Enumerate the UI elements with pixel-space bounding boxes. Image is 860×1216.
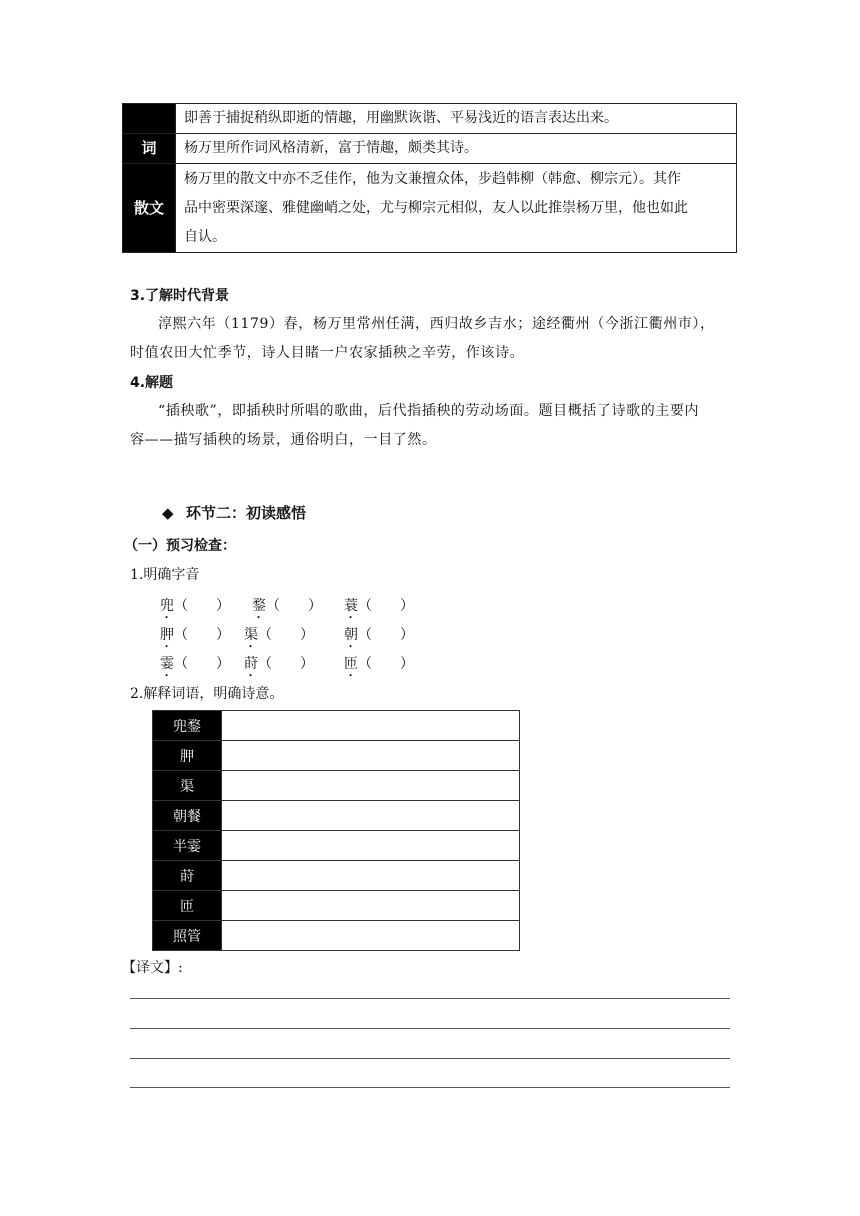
pron-item [344,624,414,651]
table-row [153,861,520,891]
table-row [153,741,520,771]
pron-char: 胛 [160,627,174,643]
pron-item [244,624,314,651]
section-3-line-2: 时值农田大忙季节，诗人目睹一户农家插秧之辛劳，作该诗。 [130,345,525,361]
vocab-word: 朝餐 [153,801,222,831]
table-row [123,164,737,253]
vocab-answer-cell[interactable] [222,921,520,951]
vocab-word: 匝 [153,891,222,921]
vocab-answer-cell[interactable] [222,711,520,741]
pron-char: 鍪 [252,598,266,614]
pron-answer-blank[interactable]: （ ） [174,598,230,614]
prose-line-2: 品中密栗深邃、雅健幽峭之处，尤与柳宗元相似，友人以此推崇杨万里，他也如此 [184,199,688,216]
pron-char: 匝 [344,656,358,672]
translation-label: 【译文】: [122,960,183,976]
section-two-title: 环节二：初读感悟 [186,504,307,522]
poetry-style-text: 即善于捕捉稍纵即逝的情趣，用幽默诙谐、平易浅近的语言表达出来。 [176,104,737,134]
pron-char: 霎 [160,656,174,672]
vocab-word: 渠 [153,771,222,801]
table-row [153,801,520,831]
pron-item [160,595,230,622]
pron-answer-blank[interactable]: （ ） [358,656,414,672]
table-row [153,891,520,921]
table-row [153,831,520,861]
row-label-ci: 词 [123,134,176,164]
pron-item [244,653,314,680]
section-4-line-2: 容——描写插秧的场景，通俗明白，一目了然。 [130,432,437,448]
section-3-line-1: 淳熙六年（1179）春，杨万里常州任满，西归故乡吉水；途经衢州（今浙江衢州市）， [158,316,715,332]
diamond-bullet-icon: ◆ [162,504,174,522]
pronunciation-heading: 1.明确字音 [130,567,200,583]
prose-style-text [176,164,737,253]
answer-line[interactable] [130,1058,730,1059]
section-4-heading: 4.解题 [130,375,174,391]
pron-answer-blank[interactable]: （ ） [258,656,314,672]
pron-item [252,595,322,622]
prose-line-3: 自认。 [184,228,226,245]
vocab-word: 照管 [153,921,222,951]
vocab-word: 兜鍪 [153,711,222,741]
vocab-answer-cell[interactable] [222,831,520,861]
pron-char: 兜 [160,598,174,614]
section-two-heading [162,502,306,523]
pron-answer-blank[interactable]: （ ） [258,627,314,643]
vocab-word: 半霎 [153,831,222,861]
table-row [123,104,737,134]
preview-check-heading: （一）预习检查： [124,538,236,554]
pron-char: 蓑 [344,598,358,614]
vocab-answer-cell[interactable] [222,861,520,891]
vocab-answer-cell[interactable] [222,891,520,921]
table-row [153,771,520,801]
vocab-answer-cell[interactable] [222,801,520,831]
table-row [153,921,520,951]
table-row [123,134,737,164]
section-3-body [130,310,730,368]
vocab-heading: 2.解释词语，明确诗意。 [130,686,284,702]
section-3-heading: 3.了解时代背景 [130,288,230,304]
pron-answer-blank[interactable]: （ ） [358,598,414,614]
row-label-prose: 散文 [123,164,176,253]
author-works-table [122,103,737,253]
section-4-line-1: “插秧歌”，即插秧时所唱的歌曲，后代指插秧的劳动场面。题目概括了诗歌的主要内 [158,403,700,419]
pron-char: 朝 [344,627,358,643]
pron-answer-blank[interactable]: （ ） [174,627,230,643]
vocab-answer-cell[interactable] [222,771,520,801]
pron-item [344,653,414,680]
pron-item [160,653,230,680]
pron-answer-blank[interactable]: （ ） [266,598,322,614]
pron-item [160,624,230,651]
pron-char: 渠 [244,627,258,643]
section-4-body [130,397,730,455]
table-row [153,711,520,741]
prose-line-1: 杨万里的散文中亦不乏佳作，他为文兼擅众体，步趋韩柳（韩愈、柳宗元）。其作 [184,170,681,187]
ci-style-text: 杨万里所作词风格清新，富于情趣，颇类其诗。 [176,134,737,164]
answer-line[interactable] [130,1028,730,1029]
pron-item [344,595,414,622]
answer-line[interactable] [130,1087,730,1088]
vocab-word: 莳 [153,861,222,891]
pron-answer-blank[interactable]: （ ） [174,656,230,672]
answer-line[interactable] [130,998,730,999]
pron-answer-blank[interactable]: （ ） [358,627,414,643]
row-label-empty [123,104,176,134]
pron-char: 莳 [244,656,258,672]
vocab-answer-cell[interactable] [222,741,520,771]
vocab-table [152,710,520,951]
vocab-word: 胛 [153,741,222,771]
